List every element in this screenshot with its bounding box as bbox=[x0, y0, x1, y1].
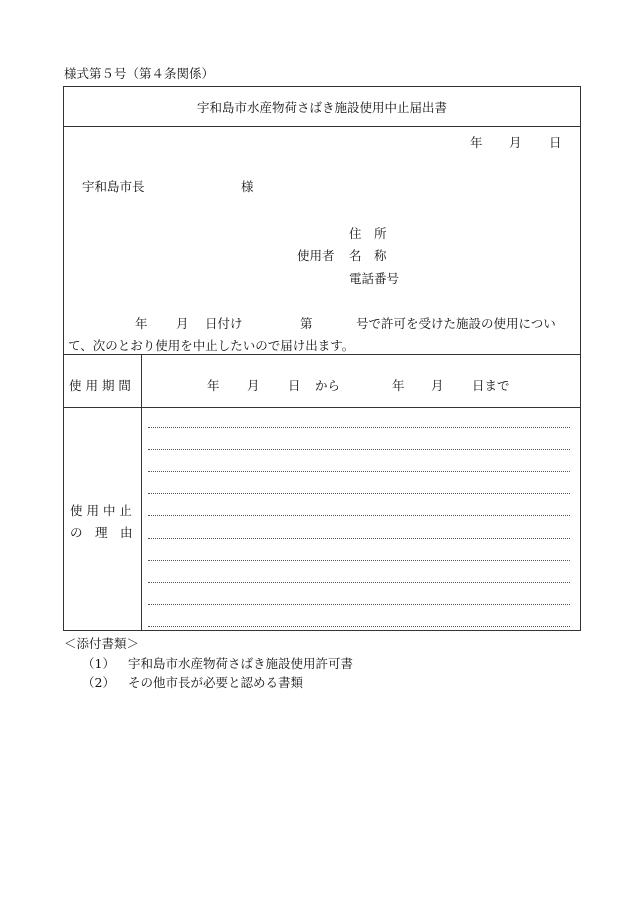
reason-writing-line bbox=[148, 538, 570, 539]
label-column-divider bbox=[141, 354, 142, 631]
applicant-phone-label: 電話番号 bbox=[349, 271, 400, 286]
reason-writing-line bbox=[148, 560, 570, 561]
period-from-day: 日 bbox=[288, 378, 301, 393]
period-to-year: 年 bbox=[392, 378, 405, 393]
attachment-item-number: （1） bbox=[82, 656, 115, 671]
period-from-year: 年 bbox=[207, 378, 220, 393]
period-from-suffix: から bbox=[315, 378, 341, 393]
frame-top-border bbox=[63, 86, 581, 87]
body-day-dated-label: 日付け bbox=[205, 316, 243, 331]
addressee-name: 宇和島市長 bbox=[82, 179, 145, 194]
applicant-address-label: 住 所 bbox=[349, 226, 387, 241]
body-dai-label: 第 bbox=[300, 316, 313, 331]
reason-writing-line bbox=[148, 493, 570, 494]
period-to-month: 月 bbox=[431, 378, 444, 393]
body-year-label: 年 bbox=[135, 316, 148, 331]
title-bottom-border bbox=[63, 126, 581, 127]
reason-writing-line bbox=[148, 449, 570, 450]
attachment-item-number: （2） bbox=[82, 675, 115, 690]
reason-label-line2: の 理 由 bbox=[70, 525, 133, 540]
period-to-day: 日まで bbox=[472, 378, 510, 393]
reason-writing-line bbox=[148, 515, 570, 516]
reason-writing-line bbox=[148, 471, 570, 472]
reason-writing-line bbox=[148, 427, 570, 428]
form-title: 宇和島市水産物荷さばき施設使用中止届出書 bbox=[196, 100, 447, 115]
attachment-item-text: その他市長が必要と認める書類 bbox=[128, 675, 304, 690]
date-year-label: 年 bbox=[470, 135, 483, 150]
frame-left-border bbox=[63, 86, 64, 631]
attachment-item-text: 宇和島市水産物荷さばき施設使用許可書 bbox=[128, 656, 354, 671]
body-line2: て、次のとおり使用を中止したいので届け出ます。 bbox=[68, 338, 355, 353]
addressee-honorific: 様 bbox=[241, 179, 254, 194]
applicant-name-label: 名 称 bbox=[349, 248, 387, 263]
reason-label-line1: 使 用 中 止 bbox=[70, 503, 132, 518]
applicant-role-label: 使用者 bbox=[297, 248, 335, 263]
period-from-month: 月 bbox=[247, 378, 260, 393]
date-day-label: 日 bbox=[549, 135, 562, 150]
attachments-heading: ＜添付書類＞ bbox=[64, 636, 140, 651]
reason-writing-line bbox=[148, 582, 570, 583]
body-line1-rest: 号で許可を受けた施設の使用につい bbox=[356, 316, 556, 331]
reason-writing-line bbox=[148, 604, 570, 605]
frame-right-border bbox=[580, 86, 581, 631]
date-month-label: 月 bbox=[509, 135, 522, 150]
form-number: 様式第５号（第４条関係） bbox=[64, 66, 215, 81]
period-label: 使 用 期 間 bbox=[69, 378, 131, 393]
reason-writing-line bbox=[148, 626, 570, 627]
body-month-label: 月 bbox=[176, 316, 189, 331]
